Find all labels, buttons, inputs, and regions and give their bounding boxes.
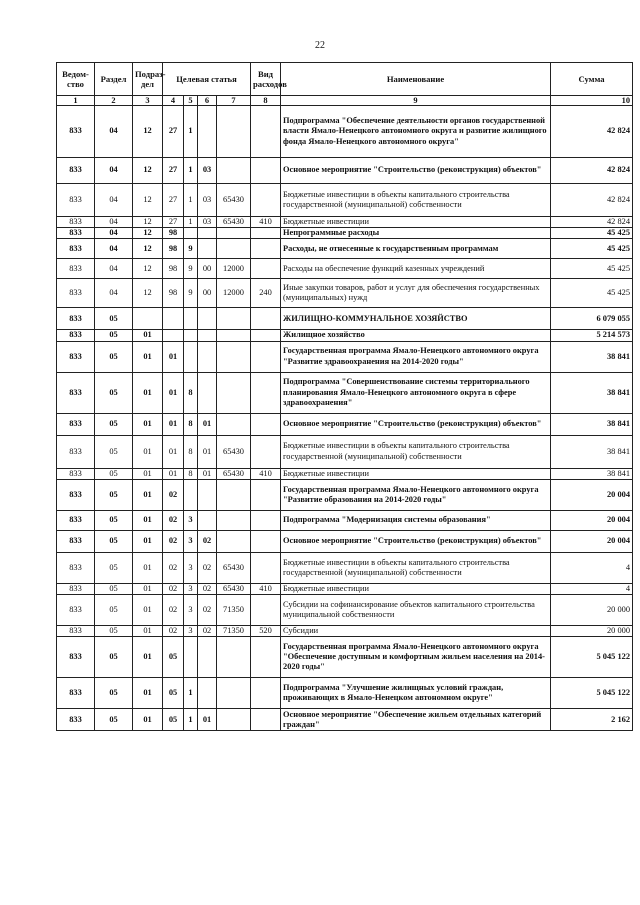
header-naimenovanie: Наименование [281,63,551,96]
cell-vedomstvo: 833 [57,468,95,479]
cell-cs3 [198,479,217,510]
header-summa: Сумма [551,63,633,96]
cell-cs3: 01 [198,435,217,468]
cell-summa: 5 045 122 [551,637,633,678]
cell-naimenovanie: Основное мероприятие "Строительство (реконструкция) объектов" [281,413,551,435]
cell-summa: 20 000 [551,626,633,637]
cell-razdel: 04 [95,184,133,217]
cell-cs2 [184,479,198,510]
table-row [57,158,633,184]
cell-vid: 410 [251,583,281,594]
cell-cs2: 9 [184,239,198,259]
budget-table [56,62,633,731]
cell-summa: 45 425 [551,259,633,279]
header-vedomstvo: Ведом-ство [57,63,95,96]
column-number: 6 [198,96,217,106]
cell-vid [251,413,281,435]
cell-naimenovanie: Бюджетные инвестиции [281,468,551,479]
cell-vedomstvo: 833 [57,435,95,468]
cell-razdel: 05 [95,583,133,594]
cell-naimenovanie: Основное мероприятие "Обеспечение жильем отдельных категорий граждан" [281,709,551,731]
cell-razdel: 04 [95,228,133,239]
cell-cs1: 02 [163,583,184,594]
cell-vid: 410 [251,468,281,479]
cell-cs4: 12000 [217,279,251,308]
cell-podrazdel: 12 [133,228,163,239]
cell-razdel: 05 [95,468,133,479]
cell-cs1: 01 [163,413,184,435]
table-row [57,595,633,626]
cell-naimenovanie: Бюджетные инвестиции [281,217,551,228]
table-row [57,709,633,731]
table-row [57,341,633,372]
cell-cs4 [217,479,251,510]
cell-cs4 [217,413,251,435]
cell-vedomstvo: 833 [57,678,95,709]
cell-razdel: 05 [95,341,133,372]
cell-cs4 [217,341,251,372]
cell-cs4 [217,330,251,341]
cell-podrazdel: 12 [133,239,163,259]
cell-cs1: 27 [163,106,184,158]
cell-vedomstvo: 833 [57,330,95,341]
cell-cs2: 3 [184,510,198,530]
cell-podrazdel: 01 [133,530,163,552]
cell-cs2: 8 [184,413,198,435]
cell-cs4: 65430 [217,552,251,583]
cell-vedomstvo: 833 [57,372,95,413]
cell-vid: 240 [251,279,281,308]
cell-razdel: 05 [95,709,133,731]
cell-summa: 5 214 573 [551,330,633,341]
cell-cs2: 3 [184,583,198,594]
cell-cs1: 02 [163,552,184,583]
cell-cs3 [198,330,217,341]
cell-cs3: 03 [198,184,217,217]
cell-naimenovanie: Бюджетные инвестиции в объекты капитального строительства государственной (муниципальной) собственности [281,184,551,217]
cell-vid [251,259,281,279]
cell-podrazdel: 01 [133,510,163,530]
cell-razdel: 05 [95,530,133,552]
cell-cs4: 71350 [217,626,251,637]
cell-summa: 38 841 [551,435,633,468]
header-celevaya-statya: Целевая статья [163,63,251,96]
cell-cs2: 8 [184,468,198,479]
column-number: 8 [251,96,281,106]
cell-podrazdel: 01 [133,372,163,413]
column-number: 1 [57,96,95,106]
cell-cs4: 12000 [217,259,251,279]
cell-naimenovanie: Непрограммные расходы [281,228,551,239]
cell-naimenovanie: ЖИЛИЩНО-КОММУНАЛЬНОЕ ХОЗЯЙСТВО [281,308,551,330]
cell-summa: 45 425 [551,279,633,308]
column-number: 10 [551,96,633,106]
cell-podrazdel: 01 [133,435,163,468]
cell-summa: 42 824 [551,184,633,217]
cell-razdel: 04 [95,279,133,308]
cell-cs2 [184,228,198,239]
cell-podrazdel [133,308,163,330]
cell-cs4: 65430 [217,184,251,217]
cell-podrazdel: 12 [133,158,163,184]
cell-vid [251,372,281,413]
cell-cs2: 1 [184,217,198,228]
cell-summa: 42 824 [551,106,633,158]
cell-podrazdel: 01 [133,678,163,709]
cell-cs3: 02 [198,552,217,583]
cell-vedomstvo: 833 [57,184,95,217]
cell-summa: 20 004 [551,479,633,510]
cell-vedomstvo: 833 [57,583,95,594]
cell-cs1: 02 [163,530,184,552]
table-row [57,468,633,479]
cell-razdel: 05 [95,637,133,678]
cell-cs3: 01 [198,413,217,435]
cell-naimenovanie: Расходы, не отнесенные к государственным программам [281,239,551,259]
cell-naimenovanie: Жилищное хозяйство [281,330,551,341]
cell-razdel: 05 [95,678,133,709]
cell-summa: 20 004 [551,530,633,552]
cell-podrazdel: 01 [133,583,163,594]
cell-cs1: 01 [163,468,184,479]
table-row [57,308,633,330]
cell-vedomstvo: 833 [57,217,95,228]
column-number: 7 [217,96,251,106]
table-row [57,279,633,308]
cell-cs3 [198,372,217,413]
column-number: 3 [133,96,163,106]
column-number: 9 [281,96,551,106]
cell-cs4: 65430 [217,217,251,228]
table-row [57,583,633,594]
cell-podrazdel: 12 [133,217,163,228]
cell-vid [251,530,281,552]
cell-cs3: 00 [198,279,217,308]
cell-cs4 [217,637,251,678]
cell-vedomstvo: 833 [57,637,95,678]
cell-cs2: 8 [184,372,198,413]
cell-naimenovanie: Государственная программа Ямало-Ненецкого автономного округа "Развитие образования на 2014-2020 годы" [281,479,551,510]
cell-summa: 38 841 [551,372,633,413]
cell-cs1: 27 [163,184,184,217]
cell-vid [251,228,281,239]
cell-cs2: 3 [184,552,198,583]
cell-cs3 [198,308,217,330]
cell-summa: 45 425 [551,239,633,259]
cell-cs4 [217,158,251,184]
cell-cs3 [198,106,217,158]
cell-vedomstvo: 833 [57,341,95,372]
cell-cs2: 3 [184,530,198,552]
page-number: 22 [315,40,325,51]
cell-summa: 5 045 122 [551,678,633,709]
cell-naimenovanie: Государственная программа Ямало-Ненецкого автономного округа "Развитие здравоохранения на 2014-2020 годы" [281,341,551,372]
cell-razdel: 05 [95,330,133,341]
cell-vedomstvo: 833 [57,530,95,552]
cell-cs2 [184,341,198,372]
cell-vedomstvo: 833 [57,228,95,239]
cell-cs4: 65430 [217,468,251,479]
cell-summa: 38 841 [551,341,633,372]
cell-naimenovanie: Основное мероприятие "Строительство (реконструкция) объектов" [281,530,551,552]
cell-cs3 [198,239,217,259]
cell-vid [251,678,281,709]
cell-razdel: 04 [95,239,133,259]
table-row [57,435,633,468]
cell-cs4 [217,308,251,330]
cell-vedomstvo: 833 [57,552,95,583]
cell-podrazdel: 01 [133,468,163,479]
cell-cs2: 1 [184,184,198,217]
cell-cs3: 03 [198,158,217,184]
cell-cs2: 3 [184,626,198,637]
cell-summa: 6 079 055 [551,308,633,330]
cell-podrazdel: 01 [133,479,163,510]
cell-razdel: 05 [95,372,133,413]
cell-cs3 [198,637,217,678]
cell-cs2 [184,637,198,678]
cell-vid [251,184,281,217]
cell-vid [251,158,281,184]
cell-razdel: 05 [95,595,133,626]
cell-cs1: 98 [163,279,184,308]
table-row [57,413,633,435]
cell-cs3 [198,678,217,709]
cell-cs4 [217,372,251,413]
cell-summa: 4 [551,552,633,583]
cell-cs2: 8 [184,435,198,468]
cell-podrazdel: 01 [133,626,163,637]
cell-podrazdel: 12 [133,106,163,158]
cell-cs2: 9 [184,279,198,308]
cell-cs2: 3 [184,595,198,626]
cell-cs3: 02 [198,595,217,626]
cell-cs4 [217,228,251,239]
cell-podrazdel: 12 [133,279,163,308]
cell-podrazdel: 01 [133,552,163,583]
cell-summa: 38 841 [551,468,633,479]
cell-vedomstvo: 833 [57,709,95,731]
cell-cs1: 98 [163,228,184,239]
cell-razdel: 04 [95,217,133,228]
cell-podrazdel: 01 [133,413,163,435]
cell-cs4: 65430 [217,435,251,468]
cell-vid [251,709,281,731]
cell-summa: 45 425 [551,228,633,239]
cell-podrazdel: 12 [133,184,163,217]
cell-naimenovanie: Субсидии [281,626,551,637]
cell-vedomstvo: 833 [57,158,95,184]
cell-podrazdel: 01 [133,595,163,626]
cell-vedomstvo: 833 [57,259,95,279]
cell-razdel: 05 [95,626,133,637]
cell-summa: 2 162 [551,709,633,731]
cell-summa: 20 004 [551,510,633,530]
table-row [57,678,633,709]
cell-vid [251,510,281,530]
cell-cs1: 98 [163,259,184,279]
cell-razdel: 05 [95,552,133,583]
cell-cs2: 1 [184,709,198,731]
cell-vedomstvo: 833 [57,626,95,637]
cell-cs1: 01 [163,435,184,468]
cell-vid [251,595,281,626]
cell-razdel: 05 [95,435,133,468]
column-number: 4 [163,96,184,106]
table-row [57,184,633,217]
cell-vedomstvo: 833 [57,106,95,158]
cell-cs4 [217,530,251,552]
cell-naimenovanie: Иные закупки товаров, работ и услуг для обеспечения государственных (муниципальных) нужд [281,279,551,308]
table-row [57,530,633,552]
cell-vid [251,637,281,678]
cell-summa: 20 000 [551,595,633,626]
table-row [57,106,633,158]
cell-summa: 38 841 [551,413,633,435]
cell-cs3: 01 [198,709,217,731]
cell-razdel: 05 [95,479,133,510]
cell-cs4 [217,239,251,259]
table-row [57,637,633,678]
table-row [57,552,633,583]
cell-naimenovanie: Бюджетные инвестиции в объекты капитального строительства государственной (муниципальной) собственности [281,435,551,468]
cell-cs1: 01 [163,372,184,413]
cell-vid [251,330,281,341]
cell-vedomstvo: 833 [57,479,95,510]
cell-vedomstvo: 833 [57,510,95,530]
cell-vedomstvo: 833 [57,279,95,308]
cell-summa: 42 824 [551,158,633,184]
cell-naimenovanie: Подпрограмма "Улучшение жилищных условий граждан, проживающих в Ямало-Ненецком автономном округе" [281,678,551,709]
cell-cs4 [217,510,251,530]
cell-razdel: 05 [95,308,133,330]
cell-cs4 [217,106,251,158]
cell-cs2: 9 [184,259,198,279]
cell-vid [251,239,281,259]
cell-vid [251,552,281,583]
cell-naimenovanie: Бюджетные инвестиции в объекты капитального строительства государственной (муниципальной) собственности [281,552,551,583]
cell-vid: 410 [251,217,281,228]
cell-vedomstvo: 833 [57,308,95,330]
cell-cs4: 65430 [217,583,251,594]
cell-naimenovanie: Подпрограмма "Модернизация системы образования" [281,510,551,530]
cell-cs1: 27 [163,158,184,184]
cell-cs3: 02 [198,583,217,594]
cell-naimenovanie: Государственная программа Ямало-Ненецкого автономного округа "Обеспечение доступным и комфортным жильем населения на 2014-2020 годы" [281,637,551,678]
cell-cs1 [163,330,184,341]
table-row [57,626,633,637]
cell-cs2 [184,330,198,341]
cell-cs3: 03 [198,217,217,228]
header-vid-raskhodov: Вид расходов [251,63,281,96]
cell-cs1: 02 [163,479,184,510]
cell-cs1: 05 [163,709,184,731]
cell-summa: 42 824 [551,217,633,228]
cell-summa: 4 [551,583,633,594]
cell-vedomstvo: 833 [57,595,95,626]
cell-vid [251,479,281,510]
table-row [57,259,633,279]
table-row [57,217,633,228]
column-number-row [57,96,633,106]
cell-cs3: 00 [198,259,217,279]
table-row [57,372,633,413]
cell-cs2 [184,308,198,330]
cell-naimenovanie: Подпрограмма "Совершенствование системы территориального планирования Ямало-Ненецкого автономного округа в сфере здравоохранения" [281,372,551,413]
cell-cs1: 02 [163,510,184,530]
cell-podrazdel: 01 [133,330,163,341]
cell-cs2: 1 [184,158,198,184]
cell-naimenovanie: Подпрограмма "Обеспечение деятельности органов государственной власти Ямало-Ненецкого автономного округа и развитие жилищного фонда Ямало-Ненецкого автономного округа" [281,106,551,158]
cell-razdel: 05 [95,510,133,530]
cell-cs1 [163,308,184,330]
cell-razdel: 04 [95,259,133,279]
cell-vid: 520 [251,626,281,637]
table-row [57,330,633,341]
cell-cs4 [217,678,251,709]
cell-cs3: 01 [198,468,217,479]
cell-naimenovanie: Бюджетные инвестиции [281,583,551,594]
cell-cs1: 02 [163,595,184,626]
header-razdel: Раздел [95,63,133,96]
cell-razdel: 05 [95,413,133,435]
cell-vid [251,106,281,158]
cell-razdel: 04 [95,158,133,184]
cell-vedomstvo: 833 [57,413,95,435]
cell-vedomstvo: 833 [57,239,95,259]
header-podrazdel: Подраз-дел [133,63,163,96]
table-row [57,510,633,530]
cell-podrazdel: 01 [133,341,163,372]
cell-vid [251,341,281,372]
cell-cs2: 1 [184,678,198,709]
column-number: 5 [184,96,198,106]
cell-naimenovanie: Основное мероприятие "Строительство (реконструкция) объектов" [281,158,551,184]
cell-cs3: 02 [198,626,217,637]
table-row [57,479,633,510]
cell-cs1: 98 [163,239,184,259]
cell-naimenovanie: Субсидии на софинансирование объектов капитального строительства муниципальной собственности [281,595,551,626]
column-number: 2 [95,96,133,106]
cell-cs1: 01 [163,341,184,372]
cell-podrazdel: 01 [133,637,163,678]
cell-cs2: 1 [184,106,198,158]
cell-cs1: 02 [163,626,184,637]
cell-cs3 [198,228,217,239]
table-row [57,228,633,239]
cell-cs1: 27 [163,217,184,228]
cell-cs4: 71350 [217,595,251,626]
cell-cs1: 05 [163,637,184,678]
cell-cs4 [217,709,251,731]
cell-cs3 [198,510,217,530]
cell-vid [251,435,281,468]
cell-podrazdel: 01 [133,709,163,731]
cell-cs3: 02 [198,530,217,552]
cell-razdel: 04 [95,106,133,158]
cell-cs3 [198,341,217,372]
table-body [57,106,633,731]
cell-naimenovanie: Расходы на обеспечение функций казенных учреждений [281,259,551,279]
table-row [57,239,633,259]
cell-cs1: 05 [163,678,184,709]
cell-podrazdel: 12 [133,259,163,279]
cell-vid [251,308,281,330]
